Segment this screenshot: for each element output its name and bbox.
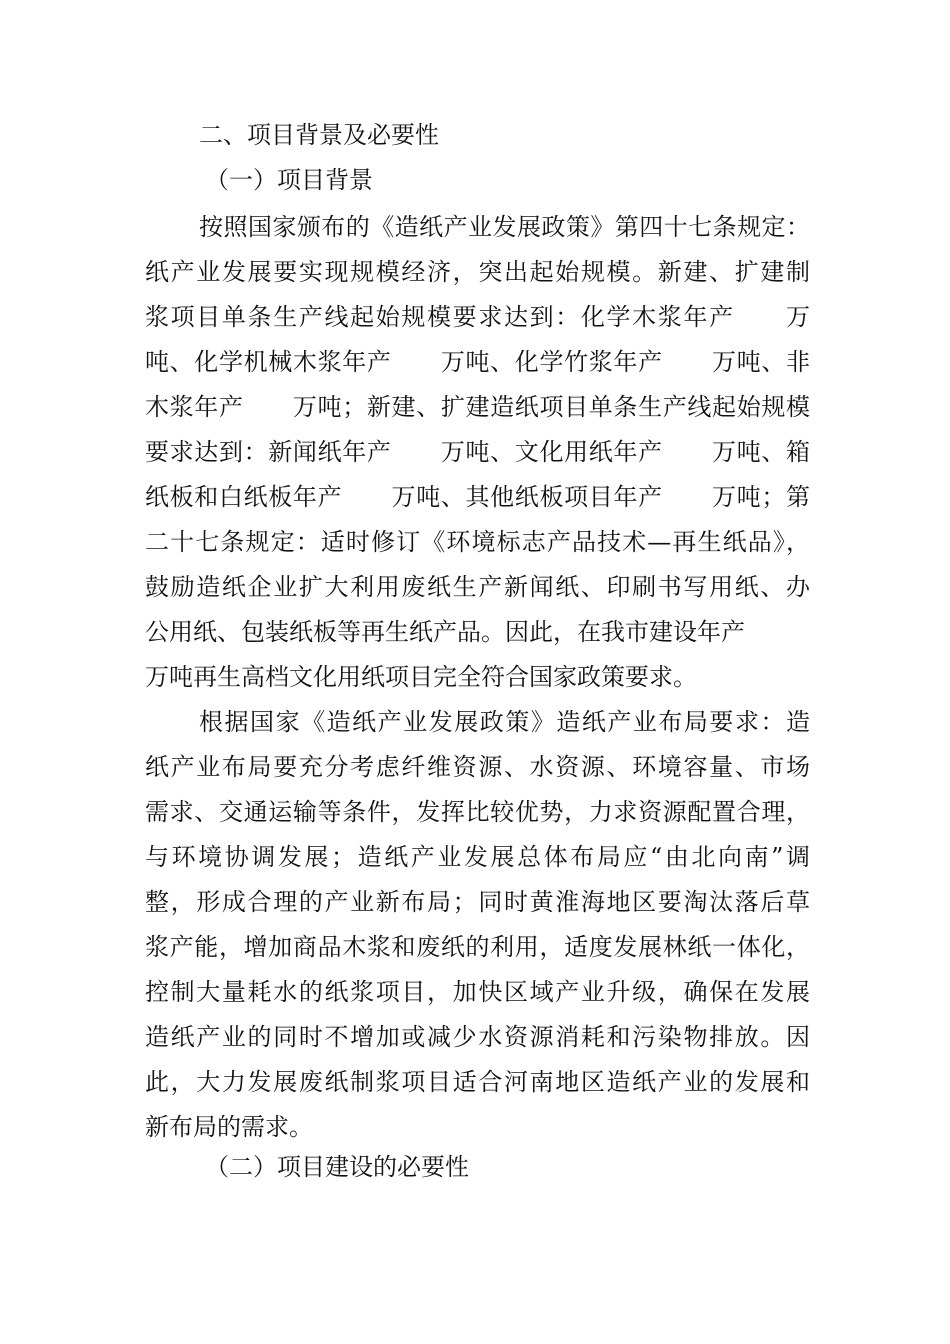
paragraph-line: 新布局的需求。 <box>145 1113 313 1141</box>
paragraph-line: 吨、化学机械木浆年产 万吨、化学竹浆年产 万吨、非 <box>145 348 810 376</box>
paragraph-line: 浆项目单条生产线起始规模要求达到：化学木浆年产 万 <box>145 303 810 331</box>
paragraph-line: 按照国家颁布的《造纸产业发展政策》第四十七条规定： <box>199 213 810 241</box>
subsection-heading-background: （一）项目背景 <box>205 166 373 194</box>
paragraph-line: 与环境协调发展；造纸产业发展总体布局应“由北向南”调 <box>145 843 810 871</box>
paragraph-line: 整，形成合理的产业新布局；同时黄淮海地区要淘汰落后草 <box>145 888 810 916</box>
paragraph-line: 需求、交通运输等条件，发挥比较优势，力求资源配置合理， <box>145 798 810 826</box>
paragraph-line: 公用纸、包装纸板等再生纸产品。因此，在我市建设年产 <box>145 618 745 646</box>
paragraph-line: 浆产能，增加商品木浆和废纸的利用，适度发展林纸一体化， <box>145 933 810 961</box>
paragraph-line: 控制大量耗水的纸浆项目，加快区域产业升级，确保在发展 <box>145 978 810 1006</box>
paragraph-line: 根据国家《造纸产业发展政策》造纸产业布局要求：造 <box>199 708 810 736</box>
paragraph-line: 二十七条规定：适时修订《环境标志产品技术—再生纸品》， <box>145 528 810 556</box>
paragraph-line: 此，大力发展废纸制浆项目适合河南地区造纸产业的发展和 <box>145 1068 810 1096</box>
paragraph-line: 造纸产业的同时不增加或减少水资源消耗和污染物排放。因 <box>145 1023 810 1051</box>
paragraph-line: 纸产业布局要充分考虑纤维资源、水资源、环境容量、市场 <box>145 753 810 781</box>
section-heading: 二、项目背景及必要性 <box>199 121 439 149</box>
paragraph-line: 纸产业发展要实现规模经济，突出起始规模。新建、扩建制 <box>145 258 810 286</box>
paragraph-line: 万吨再生高档文化用纸项目完全符合国家政策要求。 <box>145 663 697 691</box>
paragraph-line: 鼓励造纸企业扩大利用废纸生产新闻纸、印刷书写用纸、办 <box>145 573 810 601</box>
subsection-heading-necessity: （二）项目建设的必要性 <box>205 1153 469 1181</box>
paragraph-line: 要求达到：新闻纸年产 万吨、文化用纸年产 万吨、箱 <box>145 438 810 466</box>
paragraph-line: 纸板和白纸板年产 万吨、其他纸板项目年产 万吨；第 <box>145 483 810 511</box>
paragraph-line: 木浆年产 万吨；新建、扩建造纸项目单条生产线起始规模 <box>145 393 810 421</box>
